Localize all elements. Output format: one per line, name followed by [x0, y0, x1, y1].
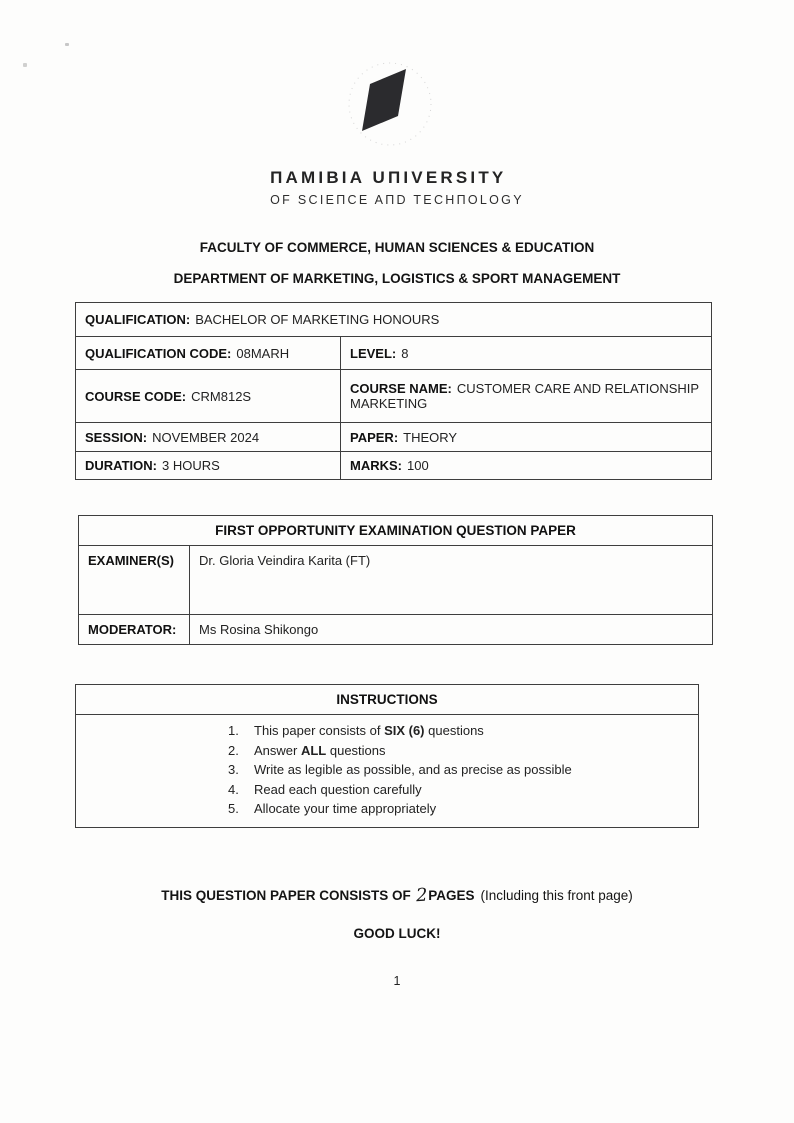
handwritten-page-count: 2	[415, 884, 428, 906]
page-count-pages-word: PAGES	[428, 887, 475, 903]
qualification-code-value: 08MARH	[236, 345, 290, 361]
course-code-cell	[76, 370, 341, 423]
department-title: DEPARTMENT OF MARKETING, LOGISTICS & SPORT MANAGEMENT	[173, 271, 621, 286]
instruction-text-pre: Write as legible as possible, and as precise as possible	[254, 762, 572, 777]
instruction-text-pre: This paper consists of	[254, 723, 385, 738]
instruction-item	[228, 799, 690, 819]
level-value: 8	[401, 345, 409, 361]
examiner-label-cell	[79, 546, 190, 615]
instruction-text-post: questions	[326, 742, 386, 758]
qualification-row	[76, 303, 712, 337]
instruction-item	[228, 721, 690, 741]
examiner-value-cell	[190, 546, 713, 615]
marks-cell	[341, 452, 712, 480]
instruction-text-pre: Allocate your time appropriately	[254, 801, 437, 816]
instruction-item	[228, 741, 690, 761]
instructions-body-row	[76, 715, 699, 828]
qualification-value: BACHELOR OF MARKETING HONOURS	[195, 312, 440, 327]
university-name-line2: OF SCIEПCE AПD TECHПOLOGY	[270, 193, 524, 207]
instructions-title: INSTRUCTIONS	[76, 685, 699, 715]
page-count-statement	[0, 884, 794, 905]
university-name-line1: ПAMIBIA UПIVERSITY	[270, 168, 507, 187]
moderator-label: MODERATOR:	[88, 622, 177, 637]
duration-value: 3 HOURS	[161, 458, 220, 473]
instructions-title-row	[76, 685, 699, 715]
instruction-text-pre: Answer	[254, 742, 301, 758]
level-label: LEVEL:	[350, 345, 397, 361]
paper-value: THEORY	[403, 429, 458, 445]
exam-paper-title: FIRST OPPORTUNITY EXAMINATION QUESTION PAPER	[79, 516, 713, 546]
level-cell	[341, 337, 712, 370]
instruction-number: 1.	[228, 723, 239, 738]
instruction-item	[228, 780, 690, 800]
examiner-value: Dr. Gloria Veindira Karita (FT)	[199, 553, 371, 568]
instruction-text	[254, 760, 572, 780]
instruction-text-bold: SIX (6)	[384, 723, 425, 738]
marks-label: MARKS:	[350, 458, 402, 473]
duration-cell	[76, 452, 341, 480]
moderator-row	[79, 615, 713, 645]
course-code-label: COURSE CODE:	[85, 388, 187, 404]
instruction-text-pre: Read each question carefully	[254, 781, 422, 797]
qualification-code-cell	[76, 337, 341, 370]
qualification-code-row	[76, 337, 712, 370]
exam-title-row	[79, 516, 713, 546]
page-count-note: (Including this front page)	[480, 887, 633, 903]
instruction-text	[254, 799, 436, 819]
examiner-label: EXAMINER(S)	[88, 553, 174, 568]
course-name-cell	[341, 370, 712, 423]
instruction-number: 2.	[228, 742, 239, 758]
course-name-label: COURSE NAME:	[350, 381, 452, 396]
session-cell	[76, 423, 341, 452]
nust-logo-icon	[342, 60, 438, 156]
instruction-number: 5.	[228, 801, 239, 816]
course-row	[76, 370, 712, 423]
university-logo	[342, 60, 438, 156]
course-name-value: CUSTOMER CARE AND RELATIONSHIP MARKETING	[350, 381, 699, 411]
instruction-text	[254, 780, 422, 800]
course-code-value: CRM812S	[191, 388, 252, 404]
scan-speck	[23, 63, 27, 67]
moderator-label-cell	[79, 615, 190, 645]
page-count-text: THIS QUESTION PAPER CONSISTS OF	[161, 887, 411, 903]
page-number: 1	[393, 974, 401, 988]
instructions-body	[76, 715, 699, 828]
instruction-number: 3.	[228, 762, 239, 777]
instruction-text	[254, 741, 386, 761]
instructions-table	[75, 684, 699, 828]
instruction-number: 4.	[228, 781, 239, 797]
instruction-text-post: questions	[424, 723, 484, 738]
session-row	[76, 423, 712, 452]
qualification-cell	[76, 303, 712, 337]
university-name	[270, 168, 524, 207]
good-luck-text: GOOD LUCK!	[353, 925, 441, 941]
instruction-text-bold: ALL	[300, 742, 327, 758]
instruction-item	[228, 760, 690, 780]
paper-cell	[341, 423, 712, 452]
moderator-value: Ms Rosina Shikongo	[199, 622, 319, 637]
paper-label: PAPER:	[350, 429, 399, 445]
session-label: SESSION:	[85, 429, 148, 445]
moderator-value-cell	[190, 615, 713, 645]
session-value: NOVEMBER 2024	[152, 429, 260, 445]
faculty-title: FACULTY OF COMMERCE, HUMAN SCIENCES & EDUCATION	[199, 240, 595, 255]
scan-speck	[65, 43, 69, 46]
course-info-table	[75, 302, 712, 480]
instruction-text	[254, 721, 484, 741]
qualification-label: QUALIFICATION:	[85, 312, 191, 327]
exam-info-table	[78, 515, 713, 645]
duration-label: DURATION:	[85, 458, 157, 473]
qualification-code-label: QUALIFICATION CODE:	[85, 345, 232, 361]
examiner-row	[79, 546, 713, 615]
marks-value: 100	[407, 458, 429, 473]
duration-row	[76, 452, 712, 480]
